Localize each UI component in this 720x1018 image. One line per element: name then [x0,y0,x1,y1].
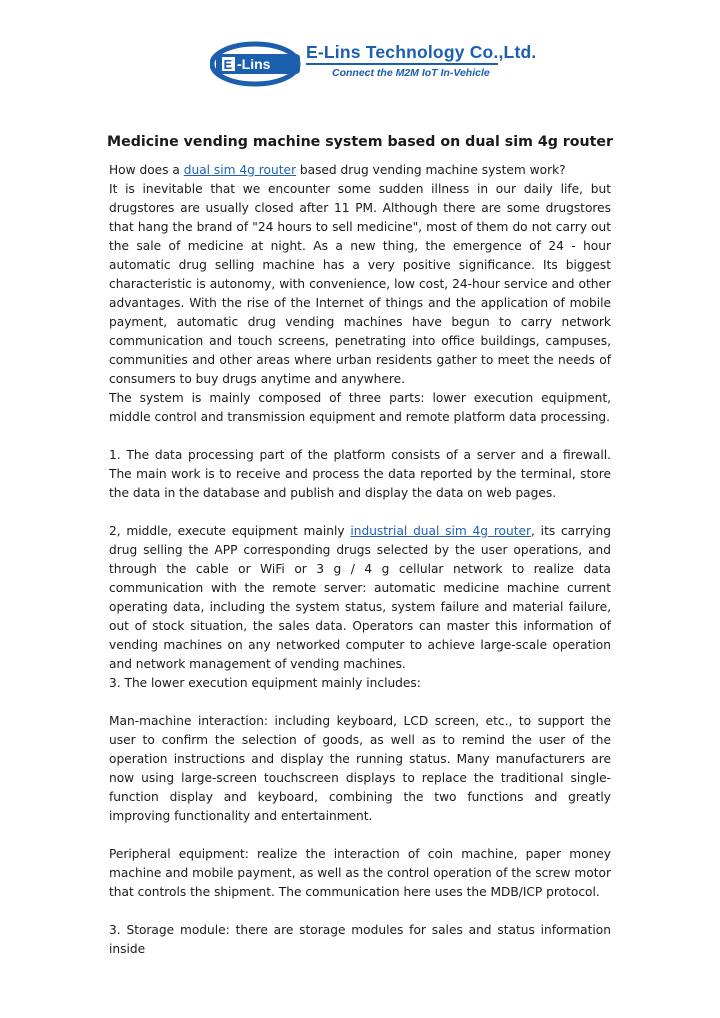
e-lins-logo-icon [210,40,306,88]
company-logo [210,40,537,88]
industrial-router-link[interactable]: industrial dual sim 4g router [350,524,532,538]
logo-divider [306,63,498,65]
company-name: E-Lins Technology Co.,Ltd. [306,42,537,62]
company-tagline: Connect the M2M IoT In-Vehicle [332,67,490,79]
document-body [109,161,611,959]
intro-text-before: How does a [109,163,184,177]
paragraph-1: It is inevitable that we encounter some sudden illness in our daily life, but drugstores are usually closed after 11 PM. Although there are some drugstores that hang the brand of "24 hours to sell medicine", most of them do not carry out the sale of medicine at night. As a new thing, the emergence of 24 - hour automatic drug selling machine has a very positive significance. Its biggest characteristic is autonomy, with convenience, low cost, 24-hour service and other advantages. With the rise of the Internet of things and the application of mobile payment, automatic drug vending machines have begun to carry network communication and touch screens, penetrating into office buildings, campuses, communities and other areas where urban residents gather to meet the needs of consumers to buy drugs anytime and anywhere. [109,182,611,386]
svg-text:-Lins: -Lins [237,56,271,72]
svg-text:E: E [223,57,233,72]
paragraph-7: Peripheral equipment: realize the interaction of coin machine, paper money machine and mobile payment, as well as the control operation of the screw motor that controls the shipment. The communication here uses the MDB/ICP protocol. [109,847,611,899]
paragraph-8: 3. Storage module: there are storage modules for sales and status information inside [109,923,611,956]
intro-text-after: based drug vending machine system work? [295,163,566,177]
paragraph-6: Man-machine interaction: including keyboard, LCD screen, etc., to support the user to confirm the selection of goods, as well as to remind the user of the operation instructions and display the running status. Many manufacturers are now using large-screen touchscreen displays to replace the traditional single-function display and keyboard, combining the two functions and greatly improving functionality and entertainment. [109,714,611,823]
intro-paragraph [109,161,611,180]
paragraph-2: The system is mainly composed of three parts: lower execution equipment, middle control and transmission equipment and remote platform data processing. [109,391,611,424]
page-title: Medicine vending machine system based on dual sim 4g router [106,134,614,150]
paragraph-5: 3. The lower execution equipment mainly includes: [109,676,421,690]
para4-text-after: , its carrying drug selling the APP corresponding drugs selected by the user operations, and through the cable or WiFi or 3 g / 4 g cellular network to realize data communication with the remote server: automatic medicine machine current operating data, including the system status, system failure and material failure, out of stock situation, the sales data. Operators can master this information of vending machines on any networked computer to achieve large-scale operation and network management of vending machines. [109,524,612,671]
paragraph-4 [109,522,611,674]
dual-sim-router-link[interactable]: dual sim 4g router [183,163,296,177]
para4-text-before: 2, middle, execute equipment mainly [109,524,351,538]
paragraph-3: 1. The data processing part of the platform consists of a server and a firewall. The main work is to receive and process the data reported by the terminal, store the data in the database and publish and display the data on web pages. [109,448,611,500]
